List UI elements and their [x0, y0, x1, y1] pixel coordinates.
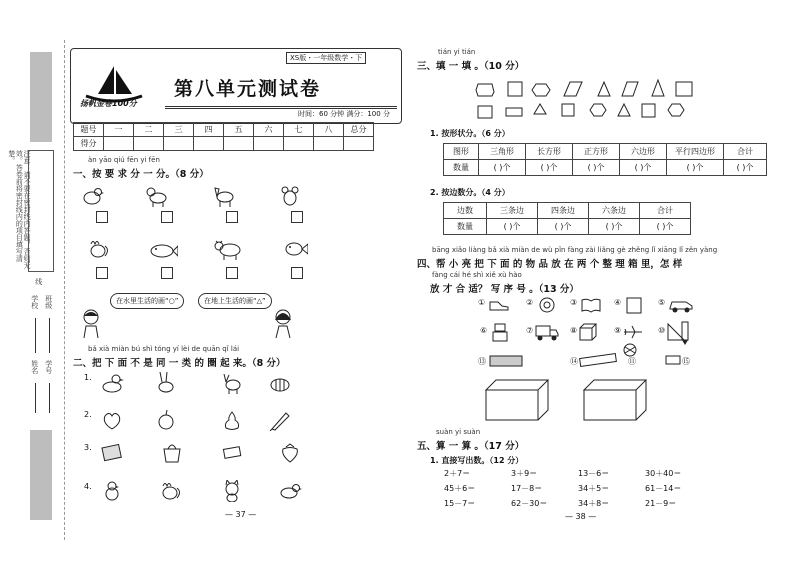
calc-item[interactable]: 21－9＝ [645, 499, 677, 508]
field-school-line[interactable] [35, 318, 36, 353]
s4-pinyin-1: bāng xiǎo liàng bǎ xià miàn de wù pǐn fàng zài liǎng gè zhěng lǐ xiāng lǐ zěn yàng [432, 246, 718, 254]
s5-title: 五、算 一 算 。（17 分） [417, 441, 525, 452]
cell: 合计 [724, 144, 767, 160]
s1-answer-box[interactable] [291, 211, 303, 223]
triangle-shape [652, 80, 664, 96]
item-number: ⑮ [682, 357, 690, 366]
triangle-shape [618, 104, 630, 116]
cell: 三条边 [487, 203, 538, 219]
s4-title-1: 四、帮 小 亮 把 下 面 的 物 品 放 在 两 个 整 理 箱 里，怎 样 [417, 259, 683, 270]
q2-label: 2. 按边数分。（4 分） [430, 188, 510, 197]
s3-title: 三、填 一 填 。（10 分） [417, 61, 525, 72]
sneaker-icon [488, 296, 510, 314]
pen-icon [678, 320, 692, 346]
hexagon-shape [476, 84, 494, 96]
duck-icon [100, 372, 124, 394]
s2-row-number: 1. [84, 373, 92, 382]
item-number: ② [526, 298, 534, 307]
field-name: 姓名 [30, 360, 39, 374]
cell: 三角形 [479, 144, 526, 160]
parallelogram-shape [622, 82, 638, 96]
score-cell: 二 [134, 123, 164, 137]
calc-item[interactable]: 17－8＝ [511, 484, 543, 493]
calc-item[interactable]: 62－30＝ [511, 499, 548, 508]
answer-cell[interactable]: ( )个 [526, 160, 573, 176]
score-input[interactable] [284, 137, 314, 151]
brand-name: 扬帆金卷100分 [80, 99, 137, 108]
square-shape [508, 82, 522, 96]
answer-cell[interactable]: ( )个 [640, 219, 691, 235]
item-number: ④ [614, 298, 622, 307]
triangle-shape [598, 82, 610, 96]
seal-line-label: 线 [34, 278, 43, 285]
binding-notice: 注意：请不要在密封线内答题，否则无效。答卷前将密封线内的项目填写清楚。 [7, 150, 32, 269]
shapes-figure [472, 74, 702, 122]
field-name-line[interactable] [35, 383, 36, 413]
score-cell: 题号 [74, 123, 104, 137]
notice-frame [28, 150, 54, 272]
calc-item[interactable]: 13－6＝ [578, 469, 610, 478]
answer-cell[interactable]: ( )个 [667, 160, 724, 176]
calc-item[interactable]: 45＋6＝ [444, 484, 476, 493]
chick-icon [100, 480, 124, 502]
page-number-right: — 38 — [565, 512, 597, 521]
s1-answer-box[interactable] [226, 211, 238, 223]
item-number: ⑨ [614, 326, 622, 335]
square-shape [642, 104, 655, 117]
edge-count-table [443, 202, 691, 235]
calc-item[interactable]: 30＋40＝ [645, 469, 682, 478]
shape-table-header [444, 144, 767, 160]
ox-icon [214, 238, 244, 260]
score-input[interactable] [254, 137, 284, 151]
eraser-icon [220, 441, 244, 463]
car-icon [668, 296, 694, 314]
s3-pinyin: tián yi tián [438, 48, 476, 56]
s2-row-number: 2. [84, 410, 92, 419]
time-info: 时间：60 分钟 满分：100 分 [298, 110, 390, 118]
bird-icon [278, 480, 302, 502]
notebook-icon [624, 296, 644, 314]
ball-icon [622, 342, 638, 358]
item-number: ⑬ [478, 357, 486, 366]
land-bubble: 在地上生活的画“△” [198, 293, 272, 309]
calc-item[interactable]: 34＋8＝ [578, 499, 610, 508]
edge-table-header [444, 203, 691, 219]
score-input[interactable] [344, 137, 374, 151]
score-input[interactable] [134, 137, 164, 151]
s4-title-2: 放 才 合 适？ 写 序 号 。（13 分） [430, 284, 579, 295]
s1-title: 一、按 要 求 分 一 分。（8 分） [73, 169, 209, 180]
gray-block-bottom [30, 430, 52, 520]
hexagon-shape [668, 104, 684, 116]
score-cell: 总分 [344, 123, 374, 137]
score-input[interactable] [104, 137, 134, 151]
score-cell: 六 [254, 123, 284, 137]
shape-count-table [443, 143, 767, 176]
score-label-cell: 得分 [74, 137, 104, 151]
answer-cell[interactable]: ( )个 [620, 160, 667, 176]
hexagon-shape [532, 84, 550, 96]
score-cell: 四 [194, 123, 224, 137]
bag-icon [160, 441, 184, 463]
mouse-icon [278, 185, 302, 207]
calc-item[interactable]: 34＋5＝ [578, 484, 610, 493]
item-number: ⑦ [526, 326, 534, 335]
score-input[interactable] [164, 137, 194, 151]
field-id: 学号 [44, 360, 53, 374]
calc-item[interactable]: 61－14＝ [645, 484, 682, 493]
calc-item[interactable]: 15－7＝ [444, 499, 476, 508]
fish-icon [284, 238, 308, 260]
rectangle-shape [676, 82, 692, 96]
rectangle-shape [506, 108, 522, 116]
s1-answer-box[interactable] [161, 211, 173, 223]
rabbit-icon [154, 372, 178, 394]
answer-cell[interactable]: ( )个 [479, 160, 526, 176]
seal-dashed-line [64, 40, 65, 540]
page-number-left: — 37 — [225, 510, 257, 519]
cell: 长方形 [526, 144, 573, 160]
rectangle-shape [478, 106, 492, 118]
cell: 平行四边形 [667, 144, 724, 160]
boy-character-icon [80, 308, 102, 338]
item-number: ⑪ [628, 357, 636, 366]
item-number: ⑩ [658, 326, 666, 335]
tiger-icon [268, 372, 292, 394]
q51-label: 1. 直接写出数。（12 分） [430, 456, 524, 465]
apple-icon [154, 409, 178, 431]
cell: 正方形 [573, 144, 620, 160]
field-class: 班级 [44, 295, 53, 309]
cell: 六边形 [620, 144, 667, 160]
plane-icon [622, 322, 644, 342]
square-shape [562, 104, 574, 116]
s2-title: 二、把 下 面 不 是 同 一 类 的 圈 起 来。（8 分） [73, 358, 286, 369]
rooster-icon [86, 238, 110, 260]
score-cell: 三 [164, 123, 194, 137]
answer-cell[interactable]: ( )个 [573, 160, 620, 176]
tape-icon [536, 296, 558, 314]
score-cell: 八 [314, 123, 344, 137]
item-number: ① [478, 298, 486, 307]
cell: 四条边 [538, 203, 589, 219]
strawberry-icon [278, 441, 302, 463]
s1-answer-box[interactable] [161, 267, 173, 279]
s1-answer-box[interactable] [291, 267, 303, 279]
score-input-row[interactable] [74, 137, 374, 151]
grade-badge: XS版・一年级数学・下 [286, 52, 366, 64]
pencil-icon [268, 409, 292, 431]
answer-cell[interactable]: ( )个 [724, 160, 767, 176]
shape-table-row[interactable] [444, 160, 767, 176]
cat-icon [220, 480, 244, 502]
s1-answer-box[interactable] [96, 267, 108, 279]
field-school: 学校 [30, 295, 39, 309]
s2-pinyin: bǎ xià miàn bú shì tóng yí lèi de quān qǐ lái [88, 345, 240, 353]
cell: 合计 [640, 203, 691, 219]
field-id-line[interactable] [49, 383, 50, 413]
cell: 数量 [444, 160, 479, 176]
answer-cell[interactable]: ( )个 [538, 219, 589, 235]
score-input[interactable] [194, 137, 224, 151]
peach-icon [100, 409, 124, 431]
score-header-row [74, 123, 374, 137]
q1-label: 1. 按形状分。（6 分） [430, 129, 510, 138]
answer-cell[interactable]: ( )个 [589, 219, 640, 235]
water-bubble: 在水里生活的画“○” [110, 293, 184, 309]
score-input[interactable] [314, 137, 344, 151]
score-cell: 七 [284, 123, 314, 137]
triangle-shape [534, 104, 546, 114]
hexagon-shape [590, 104, 606, 116]
s1-pinyin: àn yāo qiú fēn yi fēn [88, 156, 160, 164]
truck-icon [534, 322, 560, 342]
item-number: ⑭ [570, 357, 578, 366]
cell: 图形 [444, 144, 479, 160]
calc-item[interactable]: 2＋7＝ [444, 469, 471, 478]
field-class-line[interactable] [49, 318, 50, 353]
pencil-box-icon [488, 352, 524, 370]
cell: 六条边 [589, 203, 640, 219]
book-icon [100, 441, 124, 463]
eraser-icon [664, 354, 682, 366]
score-cell: 一 [104, 123, 134, 137]
score-cell: 五 [224, 123, 254, 137]
cube-icon [578, 322, 598, 342]
dog-icon [146, 185, 170, 207]
pear-icon [220, 409, 244, 431]
s2-row-number: 3. [84, 443, 92, 452]
item-number: ⑥ [480, 326, 488, 335]
s5-pinyin: suàn yi suàn [436, 428, 481, 436]
rooster-icon [158, 480, 182, 502]
cell: 数量 [444, 219, 487, 235]
score-table [73, 122, 374, 151]
answer-cell[interactable]: ( )个 [487, 219, 538, 235]
items-area [478, 296, 698, 376]
bird-icon [80, 185, 104, 207]
s1-answer-box[interactable] [226, 267, 238, 279]
edge-table-row[interactable] [444, 219, 691, 235]
s4-pinyin-2: fàng cái hé shì xiě xù hào [432, 271, 522, 279]
robot-icon [490, 322, 510, 342]
cell: 边数 [444, 203, 487, 219]
whale-icon [148, 238, 178, 260]
parallelogram-shape [564, 82, 582, 96]
storage-box-right[interactable] [582, 378, 648, 422]
item-number: ⑤ [658, 298, 666, 307]
student-info-fields[interactable] [28, 290, 56, 420]
storage-box-left[interactable] [484, 378, 550, 422]
s2-row-number: 4. [84, 482, 92, 491]
ruler-icon [578, 352, 618, 368]
horse-icon [212, 185, 236, 207]
item-number: ③ [570, 298, 578, 307]
item-number: ⑧ [570, 326, 578, 335]
deer-icon [220, 372, 244, 394]
page-title: 第八单元测试卷 [174, 78, 322, 100]
book-icon [580, 296, 602, 314]
s1-answer-box[interactable] [96, 211, 108, 223]
gray-block-top [30, 52, 52, 142]
girl-character-icon [272, 308, 294, 338]
calc-item[interactable]: 3＋9＝ [511, 469, 538, 478]
score-input[interactable] [224, 137, 254, 151]
